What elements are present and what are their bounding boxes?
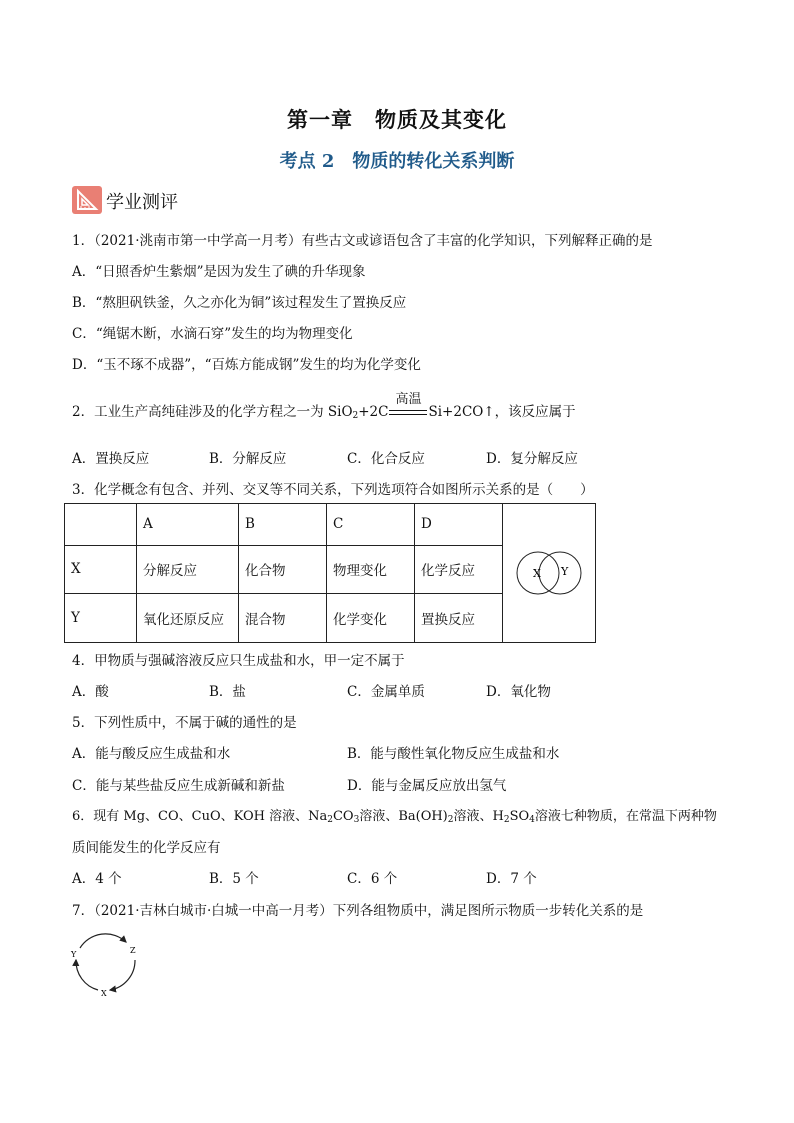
q2-option-d: D．复分解反应 — [486, 451, 578, 467]
table-cell: 混合物 — [239, 594, 327, 643]
table-cell: X — [65, 545, 137, 594]
section-heading: 学业测评 — [106, 192, 178, 213]
venn-label-y: Y — [561, 565, 569, 578]
table-cell: 化学反应 — [415, 545, 503, 594]
q7-label-z: Z — [130, 946, 136, 955]
q5-option-c: C．能与某些盐反应生成新碱和新盐 — [72, 778, 285, 794]
q6-text: 溶液、Ba(OH) — [359, 809, 448, 824]
topic-subtitle: 考点 2 物质的转化关系判断 — [279, 151, 515, 172]
table-cell: 氧化还原反应 — [137, 594, 239, 643]
q1-option-b: B．“熬胆矾铁釜，久之亦化为铜”该过程发生了置换反应 — [72, 295, 407, 311]
q2-reactants: +2C — [358, 404, 389, 420]
q5-stem: 5．下列性质中，不属于碱的通性的是 — [72, 715, 297, 731]
q6-option-d: D．7 个 — [486, 871, 537, 887]
table-cell: Y — [65, 594, 137, 643]
venn-diagram — [503, 504, 595, 642]
table-cell — [65, 504, 137, 546]
q3-stem: 3．化学概念有包含、并列、交叉等不同关系，下列选项符合如图所示关系的是（ ） — [72, 482, 594, 498]
table-cell: 物理变化 — [327, 545, 415, 594]
table-cell: 化学变化 — [327, 594, 415, 643]
q2-suffix: ，该反应属于 — [494, 404, 576, 420]
q4-stem: 4．甲物质与强碱溶液反应只生成盐和水，甲一定不属于 — [72, 653, 405, 669]
table-cell: 化合物 — [239, 545, 327, 594]
q2-prefix: 2．工业生产高纯硅涉及的化学方程之一为 SiO — [72, 404, 353, 420]
q6-stem — [72, 805, 717, 825]
q7-label-x: X — [101, 989, 107, 998]
q1-stem: 1．（2021·洮南市第一中学高一月考）有些古文或谚语包含了丰富的化学知识，下列解释正确的是 — [72, 233, 653, 249]
q6-option-c: C．6 个 — [347, 871, 398, 887]
table-cell: C — [327, 504, 415, 546]
q6-sub: 3 — [353, 815, 360, 825]
q6-sub: 2 — [327, 815, 333, 825]
q2-stem — [72, 391, 576, 421]
q6-option-a: A．4 个 — [72, 871, 122, 887]
q4-option-b: B．盐 — [209, 684, 246, 700]
q2-condition-arrow — [388, 391, 428, 420]
q4-option-a: A．酸 — [72, 684, 109, 700]
q5-option-d: D．能与金属反应放出氢气 — [347, 778, 507, 794]
table-cell: A — [137, 504, 239, 546]
venn-label-x: X — [533, 567, 541, 580]
q4-option-c: C．金属单质 — [347, 684, 425, 700]
q1-option-c: C．“绳锯木断，水滴石穿”发生的均为物理变化 — [72, 326, 353, 342]
q1-option-d: D．“玉不琢不成器”，“百炼方能成钢”发生的均为化学变化 — [72, 357, 421, 373]
q6-text: SO — [509, 809, 530, 824]
table-cell: D — [415, 504, 503, 546]
q2-option-a: A．置换反应 — [72, 451, 150, 467]
q6-sub: 2 — [447, 815, 454, 825]
q5-option-a: A．能与酸反应生成盐和水 — [72, 746, 231, 762]
q2-condition: 高温 — [395, 391, 422, 407]
q6-option-b: B．5 个 — [209, 871, 259, 887]
ruler-icon — [72, 186, 102, 214]
q2-option-c: C．化合反应 — [347, 451, 425, 467]
q6-text: 溶液七种物质，在常温下两种物 — [534, 809, 717, 824]
q6-stem-line2: 质间能发生的化学反应有 — [72, 840, 221, 856]
q2-sub: 2 — [352, 411, 359, 421]
q3-table — [64, 503, 596, 643]
chapter-title: 第一章 物质及其变化 — [287, 107, 507, 132]
q6-text: 6．现有 Mg、CO、CuO、KOH 溶液、Na — [72, 809, 328, 824]
q7-cycle-diagram — [66, 926, 146, 1000]
table-cell: B — [239, 504, 327, 546]
q6-sub: 2 — [503, 815, 510, 825]
q4-option-d: D．氧化物 — [486, 684, 551, 700]
q7-label-y: Y — [71, 950, 77, 959]
q6-text: 溶液、H — [453, 809, 504, 824]
table-cell: 置换反应 — [415, 594, 503, 643]
table-row — [65, 504, 596, 546]
venn-cell — [503, 504, 596, 643]
q2-products: Si+2CO↑ — [428, 404, 495, 420]
q6-sub: 4 — [529, 815, 535, 825]
table-cell: 分解反应 — [137, 545, 239, 594]
q6-text: CO — [332, 809, 354, 824]
q5-option-b: B．能与酸性氧化物反应生成盐和水 — [347, 746, 560, 762]
equals-sign — [389, 410, 427, 415]
q1-option-a: A．“日照香炉生紫烟”是因为发生了碘的升华现象 — [72, 264, 366, 280]
q2-option-b: B．分解反应 — [209, 451, 287, 467]
q7-stem: 7．（2021·吉林白城市·白城一中高一月考）下列各组物质中，满足图所示物质一步转化关系的是 — [72, 903, 644, 919]
